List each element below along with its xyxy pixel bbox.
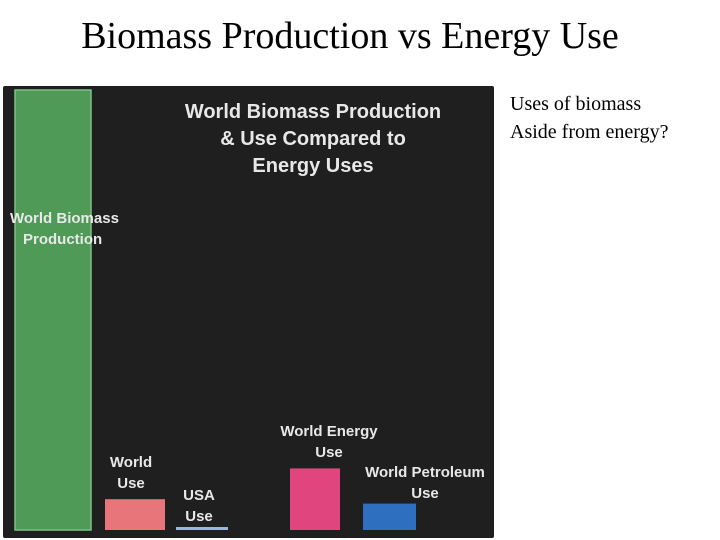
bar-world-energy-use <box>290 468 340 530</box>
bar-label: World Biomass <box>10 210 119 227</box>
bar-label: World Energy <box>280 423 378 440</box>
bar-world-use <box>105 499 165 530</box>
chart-title-line: World Biomass Production <box>184 101 442 123</box>
chart-title-line: & Use Compared to <box>220 128 406 150</box>
side-note-line-1: Uses of biomass <box>510 93 642 115</box>
bar-label: Use <box>411 485 439 502</box>
bar-label: USA <box>183 487 215 504</box>
side-note-line-2: Aside from energy? <box>510 121 669 143</box>
bar-label: World <box>109 454 153 471</box>
slide-title: Biomass Production vs Energy Use <box>81 15 619 57</box>
bar-usa-use <box>176 527 228 530</box>
bar-label: Use <box>185 508 213 525</box>
bar-label: Production <box>23 231 103 248</box>
bar-world-biomass-production <box>15 90 91 530</box>
bar-world-petroleum-use <box>363 504 416 530</box>
bar-chart <box>3 86 494 538</box>
bar-label: Use <box>315 444 343 461</box>
side-note <box>510 90 668 146</box>
chart-panel <box>3 86 494 538</box>
bar-label: Use <box>117 475 145 492</box>
chart-title-line: Energy Uses <box>252 155 374 177</box>
bar-label: World Petroleum <box>365 464 485 481</box>
